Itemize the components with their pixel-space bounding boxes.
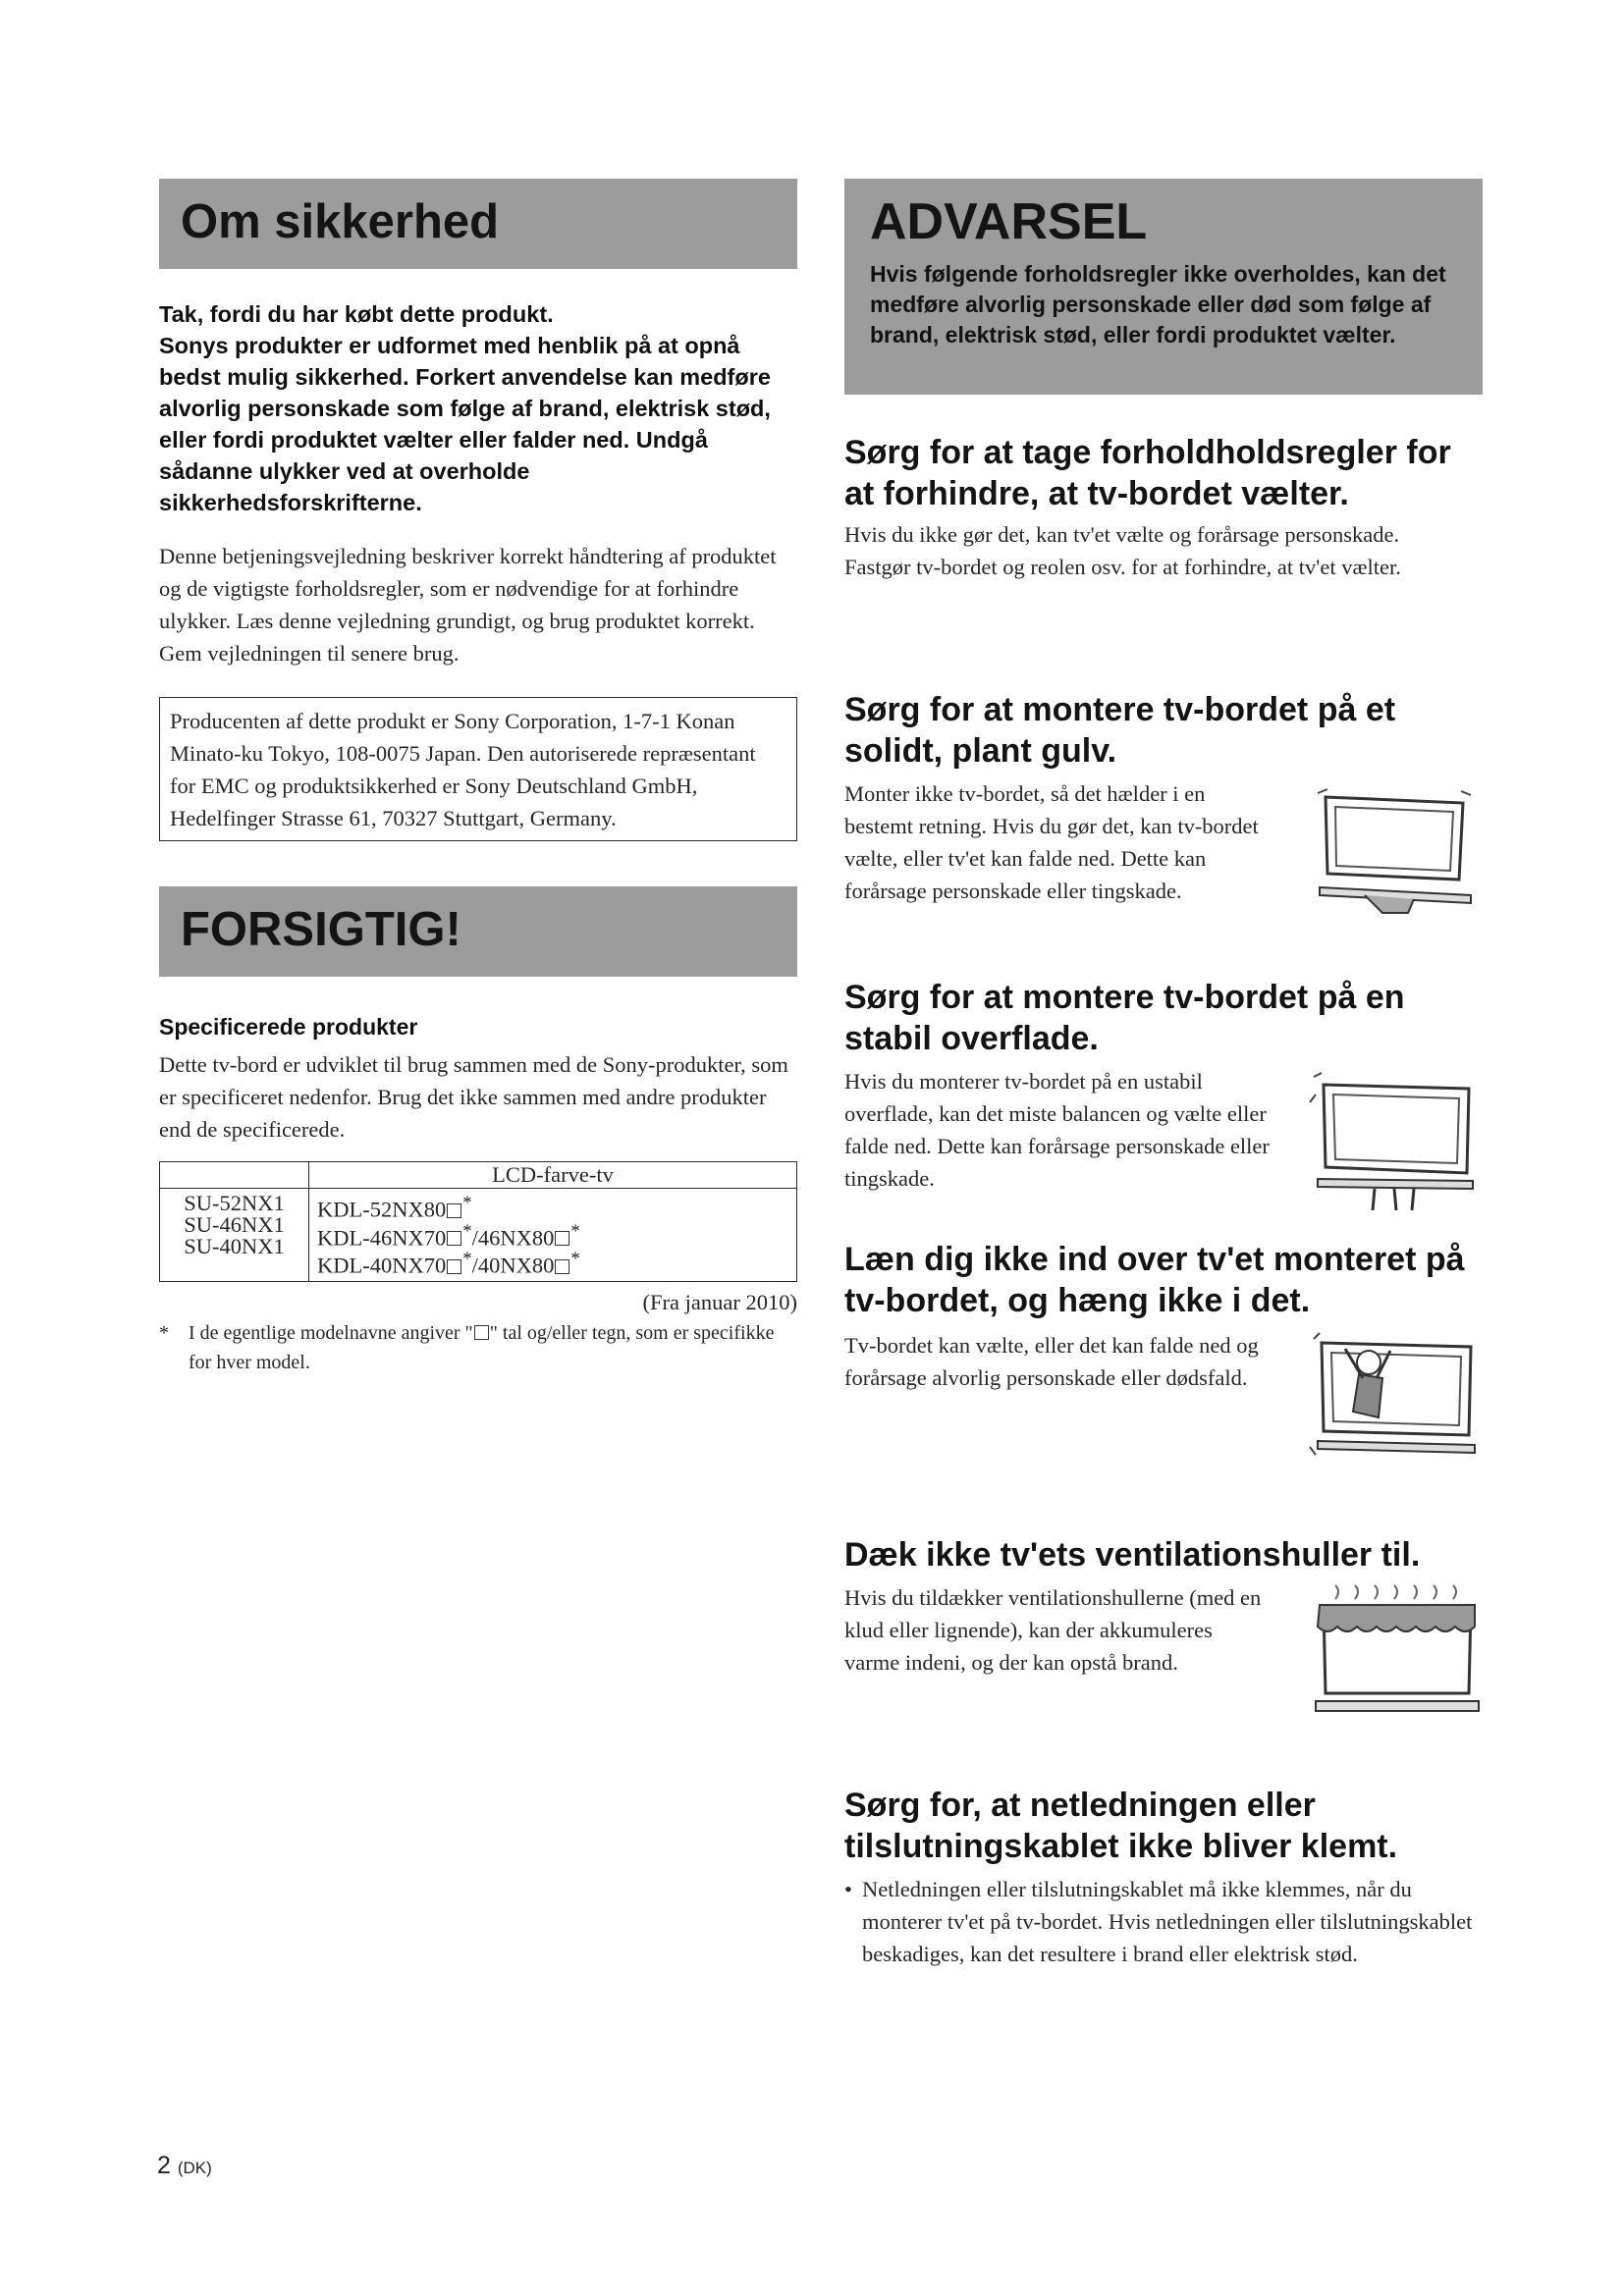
person-hanging-tv-illustration-icon — [1306, 1329, 1483, 1476]
section-text: Tv-bordet kan vælte, eller det kan falde ned og forårsage alvorlig personskade eller dødsfald. — [844, 1333, 1259, 1390]
section-text: Monter ikke tv-bordet, så det hælder i en bestemt retning. Hvis du gør det, kan tv-bordet vælte, eller tv'et kan falde ned. Dette kan forårsage personskade eller tingskade. — [844, 781, 1259, 903]
intro-text: Denne betjeningsvejledning beskriver korrekt håndtering af produktet og de vigtigste forholdsregler, som er nødvendige for at forhindre ulykker. Læs denne vejledning grundigt, og brug produktet korrekt. Gem vejledningen til senere brug. — [159, 544, 777, 666]
left-column — [159, 179, 797, 1377]
unstable-tv-illustration-icon — [1306, 1065, 1483, 1212]
section-heading: Dæk ikke tv'ets ventilationshuller til. — [844, 1536, 1421, 1574]
model-tv: KDL-40NX70 */40NX80 * — [317, 1249, 580, 1278]
table-cell — [160, 1162, 309, 1189]
box-placeholder-icon — [555, 1259, 569, 1274]
model-stand: SU-46NX1 — [184, 1212, 285, 1237]
model-tv: KDL-46NX70 */46NX80 * — [317, 1220, 580, 1250]
box-placeholder-icon — [447, 1203, 461, 1218]
page-number: 2 (DK) — [157, 2152, 212, 2179]
section-text: Hvis du ikke gør det, kan tv'et vælte og forårsage personskade. Fastgør tv-bordet og reolen osv. for at forhindre, at tv'et vælter. — [844, 522, 1401, 579]
section-banner-caution — [159, 886, 797, 977]
manufacturer-text: Producenten af dette produkt er Sony Corporation, 1-7-1 Konan Minato-ku Tokyo, 108-0075 Japan. Den autoriserede repræsentant for EMC og produktsikkerhed er Sony Deutschland GmbH, Hedelfinger Strasse 61, 70327 Stuttgart, Germany. — [170, 709, 756, 830]
box-placeholder-icon — [447, 1259, 461, 1274]
warning-title: ADVARSEL — [870, 193, 1148, 250]
section-text: Hvis du monterer tv-bordet på en ustabil overflade, kan det miste balancen og vælte eller falde ned. Dette kan forårsage personskade eller tingskade. — [844, 1069, 1270, 1191]
bullet-icon: • — [844, 1877, 852, 1901]
section-heading: Sørg for, at netledningen eller tilslutningskablet ikke bliver klemt. — [844, 1787, 1398, 1865]
model-stand: SU-52NX1 — [184, 1191, 285, 1215]
warning-box — [844, 179, 1483, 395]
warning-section — [844, 1534, 1483, 1729]
warning-text: Hvis følgende forholdsregler ikke overholdes, kan det medføre alvorlig personskade eller død som følge af brand, elektrisk stød, eller fordi produktet vælter. — [870, 261, 1446, 347]
manufacturer-box — [159, 697, 797, 841]
page-title: Om sikkerhed — [181, 195, 500, 248]
intro-bold-text: Tak, fordi du har købt dette produkt. Sonys produkter er udformet med henblik på at opnå bedst mulig sikkerhed. Forkert anvendelse kan medføre alvorlig personskade som følge af brand, elektrisk stød, eller fordi produktet vælter eller falder ned. Undgå sådanne ulykker ved at overholde sikkerhedsforskrifterne. — [159, 301, 771, 515]
model-tv: KDL-52NX80 * — [317, 1193, 472, 1222]
warning-section — [844, 977, 1483, 1212]
warning-section — [844, 432, 1483, 583]
section-banner-safety — [159, 179, 797, 269]
section-heading: Sørg for at montere tv-bordet på et solidt, plant gulv. — [844, 691, 1396, 770]
model-stand: SU-40NX1 — [184, 1234, 285, 1258]
section-text: Netledningen eller tilslutningskablet må ikke klemmes, når du monterer tv'et på tv-bordet. Hvis netledningen eller tilslutningskablet beskadiges, kan det resultere i brand eller elektrisk stød. — [862, 1877, 1473, 1966]
table-date: (Fra januar 2010) — [642, 1289, 797, 1314]
section-heading: Læn dig ikke ind over tv'et monteret på tv-bordet, og hæng ikke i det. — [844, 1241, 1465, 1319]
box-placeholder-icon — [447, 1231, 461, 1246]
footnote — [159, 1318, 797, 1377]
footnote-text: I de egentlige modelnavne angiver " " tal og/eller tegn, som er specifikke for hver model. — [189, 1321, 775, 1373]
table-row — [160, 1189, 797, 1282]
footnote-mark: * — [159, 1321, 169, 1344]
table-cell — [309, 1189, 797, 1282]
warning-section — [844, 689, 1483, 915]
warning-section — [844, 1785, 1483, 1970]
box-placeholder-icon — [474, 1325, 489, 1340]
warning-section — [844, 1239, 1483, 1476]
tilted-tv-illustration-icon — [1306, 777, 1483, 915]
caution-title: FORSIGTIG! — [181, 903, 461, 956]
spec-heading: Specificerede produkter — [159, 1014, 418, 1040]
spec-text: Dette tv-bord er udviklet til brug sammen med de Sony-produkter, som er specificeret nedenfor. Brug det ikke sammen med andre produkter end de specificerede. — [159, 1052, 788, 1142]
table-cell — [160, 1189, 309, 1282]
section-heading: Sørg for at tage forholdholdsregler for at forhindre, at tv-bordet vælter. — [844, 434, 1451, 512]
right-column — [844, 179, 1483, 395]
table-header-cell: LCD-farve-tv — [309, 1162, 797, 1189]
box-placeholder-icon — [555, 1231, 569, 1246]
spec-table — [159, 1161, 797, 1282]
section-text: Hvis du tildækker ventilationshullerne (med en klud eller lignende), kan der akkumuleres varme indeni, og der kan opstå brand. — [844, 1585, 1262, 1675]
table-row — [160, 1162, 797, 1189]
covered-vents-illustration-icon — [1306, 1581, 1483, 1729]
bullet-item — [844, 1873, 1483, 1970]
section-heading: Sørg for at montere tv-bordet på en stabil overflade. — [844, 979, 1405, 1057]
